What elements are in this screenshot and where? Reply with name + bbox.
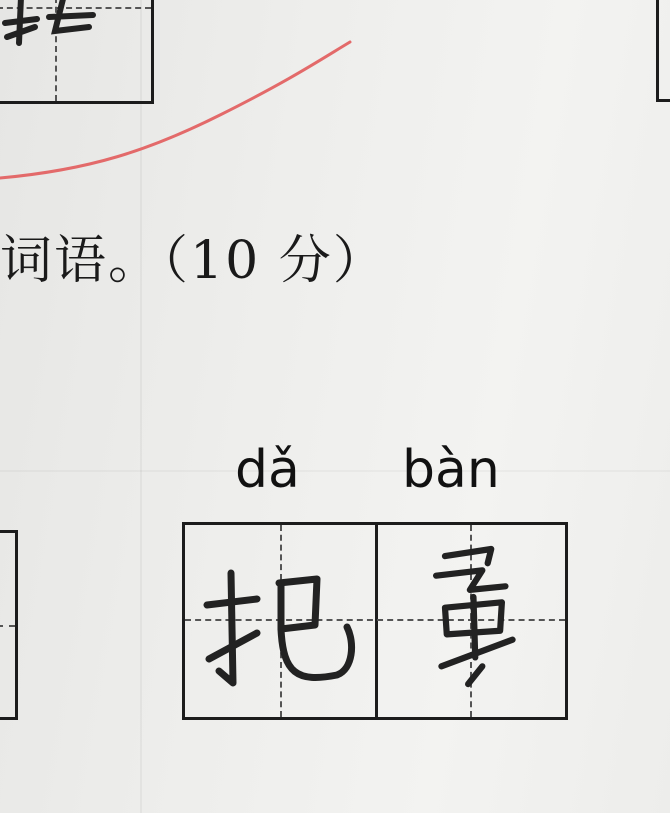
box-guide-horizontal <box>0 625 15 627</box>
handwritten-char-1 <box>197 543 357 703</box>
pinyin-da: dǎ <box>235 440 300 500</box>
grid-divider <box>375 525 378 717</box>
answer-grid <box>182 522 568 720</box>
question-heading: 词语。（10 分） <box>0 231 387 291</box>
left-writing-box <box>0 530 18 720</box>
handwritten-char-2 <box>397 533 557 693</box>
pinyin-ban: bàn <box>402 440 500 500</box>
